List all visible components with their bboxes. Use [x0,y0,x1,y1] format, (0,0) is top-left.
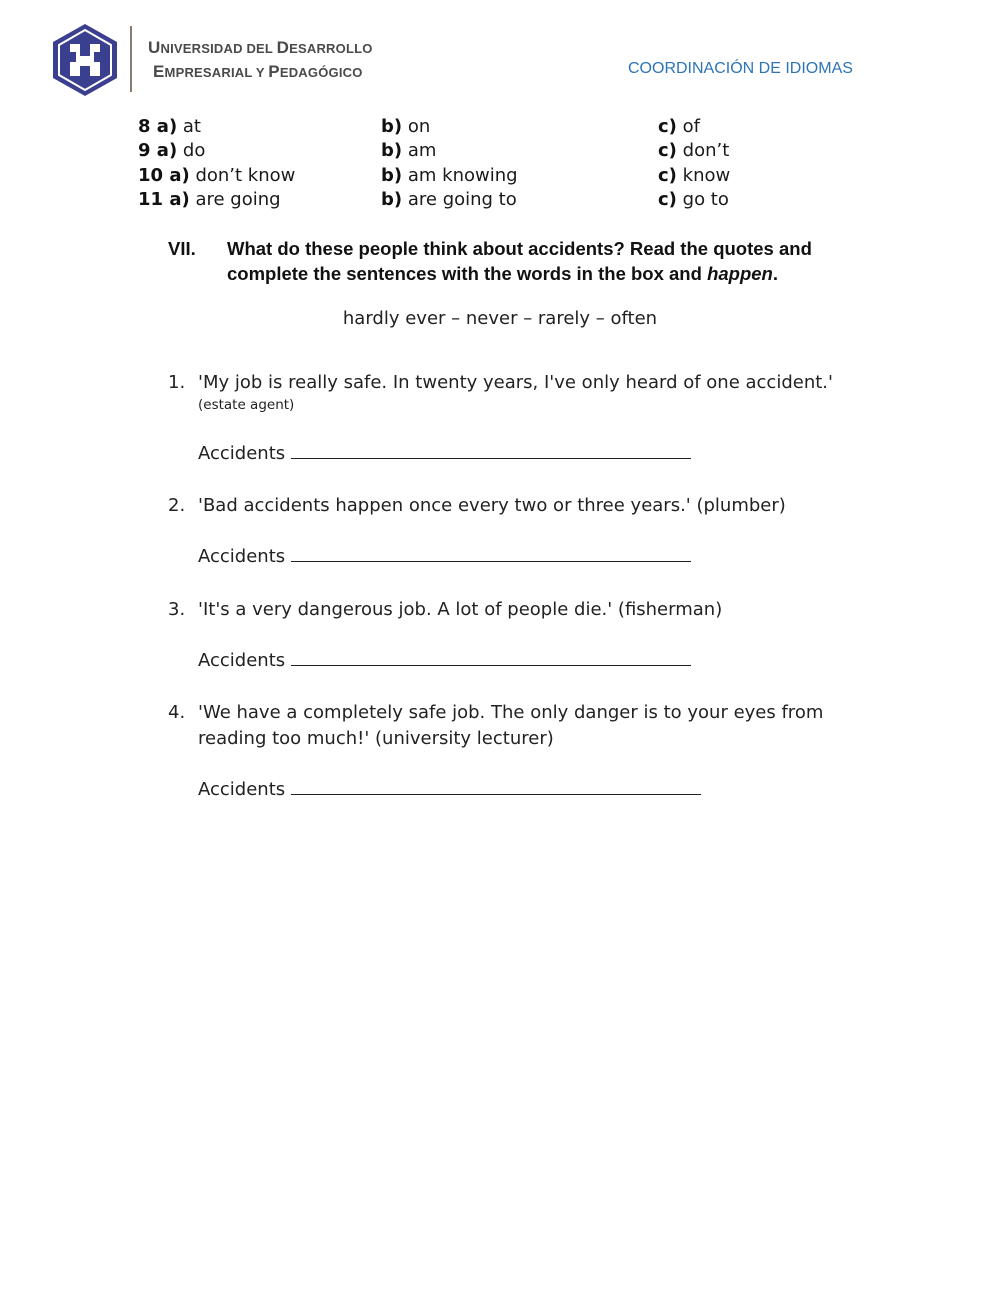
answer-line-3: Accidents [198,649,691,671]
options-row [138,139,898,163]
option-a: 11 a) are going [138,188,281,210]
answer-line-1: Accidents [198,442,691,464]
answer-blank[interactable] [291,442,691,459]
item-number: 4. [168,702,186,723]
section-number: VII. [168,238,196,259]
answer-blank[interactable] [291,778,701,795]
answer-line-2: Accidents [198,545,691,567]
university-name-line-2: EMPRESARIAL Y PEDAGÓGICO [153,62,363,81]
option-b: b) on [381,116,431,137]
answer-options-list [138,115,898,212]
option-c: c) don’t [658,140,730,162]
option-a: 9 a) do [138,140,206,162]
item-number: 3. [168,599,186,620]
option-b: b) am [381,140,437,162]
option-b: b) am knowing [381,164,518,186]
item-quote: 'We have a completely safe job. The only danger is to your eyes from reading too much!' (university lecturer) [198,702,824,749]
item-quote: 'It's a very dangerous job. A lot of people die.' (fisherman) [198,599,723,620]
option-c: c) know [658,164,731,186]
option-a: 10 a) don’t know [138,164,296,186]
answer-blank[interactable] [291,649,691,666]
page-header [0,0,1000,110]
answer-blank[interactable] [291,545,691,562]
option-a: 8 a) at [138,116,201,137]
university-name-line-1: UNIVERSIDAD DEL DESARROLLO [148,38,373,57]
options-row [138,164,898,188]
item-quote: 'My job is really safe. In twenty years, I've only heard of one accident.' (estate agent) [198,370,888,414]
item-number: 2. [168,495,186,516]
word-box: hardly ever – never – rarely – often [342,308,658,329]
item-number: 1. [168,372,186,393]
department-title: COORDINACIÓN DE IDIOMAS [628,60,853,77]
options-row [138,188,898,212]
option-c: c) of [658,116,700,137]
answer-line-4: Accidents [198,778,701,800]
university-emblem-icon [50,22,120,98]
item-quote: 'Bad accidents happen once every two or three years.' (plumber) [198,495,786,516]
section-instruction: What do these people think about accidents? Read the quotes and complete the sentences with the words in the box and happen. [227,238,812,284]
options-row [138,115,898,139]
item-source: (estate agent) [198,397,295,413]
option-c: c) go to [658,188,729,210]
logo-divider [130,26,132,92]
option-b: b) are going to [381,188,517,210]
